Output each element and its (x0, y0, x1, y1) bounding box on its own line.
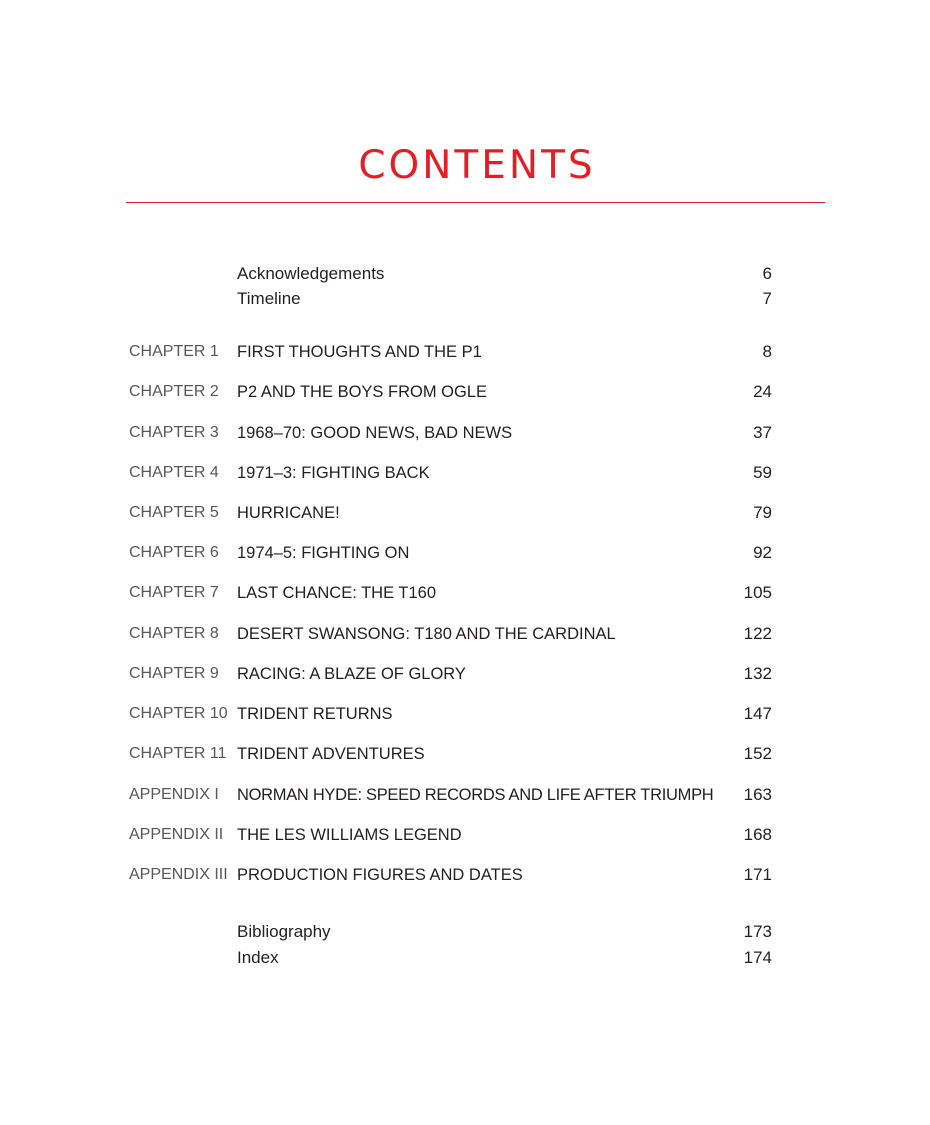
title-divider (126, 202, 825, 203)
entry-title: FIRST THOUGHTS AND THE P1 (237, 343, 482, 361)
appendix-label: APPENDIX III (129, 866, 228, 883)
chapter-label: CHAPTER 3 (129, 424, 219, 441)
entry-title: RACING: A BLAZE OF GLORY (237, 665, 466, 683)
entry-title: DESERT SWANSONG: T180 AND THE CARDINAL (237, 625, 616, 643)
toc-entry-chapter-8[interactable] (0, 621, 930, 647)
page-title: CONTENTS (358, 143, 596, 188)
toc-entry-chapter-4[interactable] (0, 460, 930, 486)
entry-title: NORMAN HYDE: SPEED RECORDS AND LIFE AFTER TRIUMPH (237, 786, 714, 804)
appendix-label: APPENDIX II (129, 826, 224, 843)
chapter-label: CHAPTER 7 (129, 584, 219, 601)
entry-page-number: 147 (743, 704, 772, 723)
entry-page-number: 8 (762, 342, 772, 361)
toc-entry-chapter-2[interactable] (0, 379, 930, 405)
chapter-label: CHAPTER 9 (129, 665, 219, 682)
toc-entry-chapter-3[interactable] (0, 420, 930, 446)
entry-title: Timeline (237, 289, 301, 308)
toc-entry-chapter-10[interactable] (0, 701, 930, 727)
chapter-label: CHAPTER 6 (129, 544, 219, 561)
entry-page-number: 163 (743, 785, 772, 804)
toc-entry-index[interactable] (0, 945, 930, 971)
toc-entry-chapter-6[interactable] (0, 540, 930, 566)
entry-page-number: 24 (753, 382, 772, 401)
entry-page-number: 168 (743, 825, 772, 844)
chapter-label: CHAPTER 4 (129, 464, 219, 481)
entry-title: Bibliography (237, 922, 331, 941)
toc-entry-chapter-7[interactable] (0, 580, 930, 606)
entry-page-number: 171 (743, 865, 772, 884)
entry-page-number: 152 (743, 744, 772, 763)
entry-page-number: 79 (753, 503, 772, 522)
entry-page-number: 174 (743, 948, 772, 967)
toc-entry-appendix-2[interactable] (0, 822, 930, 848)
entry-title: 1974–5: FIGHTING ON (237, 544, 410, 562)
entry-title: LAST CHANCE: THE T160 (237, 584, 436, 602)
toc-entry-chapter-11[interactable] (0, 741, 930, 767)
entry-page-number: 6 (762, 264, 772, 283)
entry-title: TRIDENT ADVENTURES (237, 745, 425, 763)
entry-page-number: 173 (743, 922, 772, 941)
entry-title: Acknowledgements (237, 264, 385, 283)
entry-title: 1968–70: GOOD NEWS, BAD NEWS (237, 424, 513, 442)
chapter-label: CHAPTER 8 (129, 625, 219, 642)
entry-title: HURRICANE! (237, 504, 340, 522)
entry-title: Index (237, 948, 279, 967)
chapter-label: CHAPTER 2 (129, 383, 219, 400)
chapter-label: CHAPTER 1 (129, 343, 219, 360)
entry-page-number: 105 (743, 583, 772, 602)
toc-entry-acknowledgements[interactable] (0, 261, 930, 287)
chapter-label: CHAPTER 5 (129, 504, 219, 521)
entry-title: TRIDENT RETURNS (237, 705, 393, 723)
toc-entry-chapter-1[interactable] (0, 339, 930, 365)
appendix-label: APPENDIX I (129, 786, 219, 803)
entry-page-number: 37 (753, 423, 772, 442)
toc-entry-chapter-5[interactable] (0, 500, 930, 526)
toc-entry-timeline[interactable] (0, 286, 930, 312)
entry-title: P2 AND THE BOYS FROM OGLE (237, 383, 488, 401)
entry-page-number: 92 (753, 543, 772, 562)
entry-page-number: 59 (753, 463, 772, 482)
toc-entry-chapter-9[interactable] (0, 661, 930, 687)
toc-entry-appendix-1[interactable] (0, 782, 930, 808)
entry-page-number: 7 (762, 289, 772, 308)
entry-title: 1971–3: FIGHTING BACK (237, 464, 430, 482)
entry-page-number: 132 (743, 664, 772, 683)
toc-entry-bibliography[interactable] (0, 919, 930, 945)
toc-entry-appendix-3[interactable] (0, 862, 930, 888)
entry-title: PRODUCTION FIGURES AND DATES (237, 866, 523, 884)
entry-page-number: 122 (743, 624, 772, 643)
chapter-label: CHAPTER 10 (129, 705, 228, 722)
entry-title: THE LES WILLIAMS LEGEND (237, 826, 462, 844)
chapter-label: CHAPTER 11 (129, 745, 227, 762)
